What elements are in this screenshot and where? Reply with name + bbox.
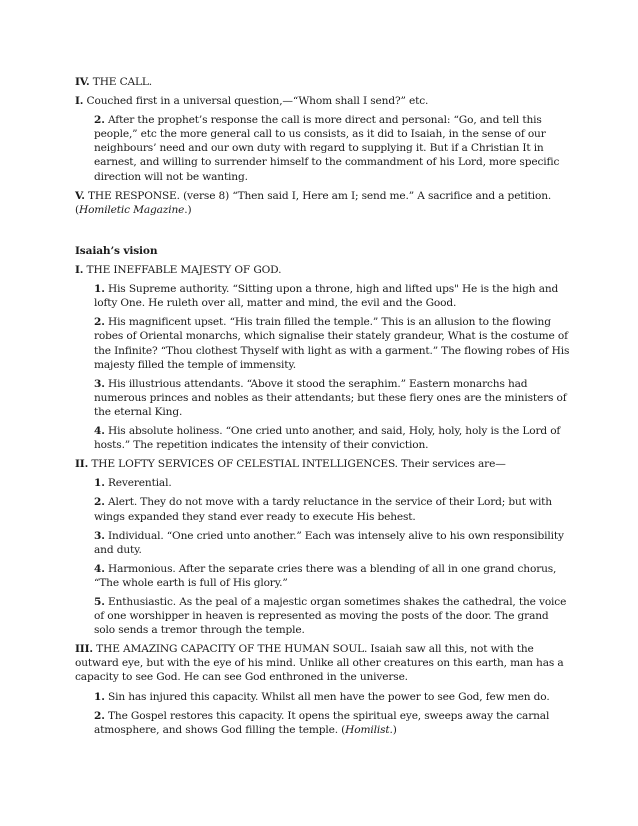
vision-heading: Isaiah’s vision (75, 245, 158, 257)
majesty-point-3-text: His illustrious attendants. “Above it stood the seraphim.” Eastern monarchs had numerous princes and nobles as their attendants; but these fiery ones are the ministers of the eternal King. (94, 377, 567, 418)
majesty-point-4-text: His absolute holiness. “One cried unto another, and said, Holy, holy, holy is the Lord of hosts.” The repetition indicates the intensity of their conviction. (94, 425, 561, 452)
call-response (75, 189, 570, 217)
majesty-point-2-num: 2. (94, 316, 105, 329)
majesty-point-4-num: 4. (94, 425, 105, 438)
majesty-heading (75, 263, 570, 277)
section-the-call (75, 75, 570, 217)
services-point-3-num: 3. (94, 529, 105, 542)
majesty-point-2 (94, 315, 570, 371)
services-point-3-text: Individual. “One cried unto another.” Each was intensely alive to his own responsibility and duty. (94, 529, 564, 556)
call-point-2-text: After the prophet’s response the call is more direct and personal: “Go, and tell this people,” etc the more general call to us consists, as it did to Isaiah, in the sense of our neighbours’ need and our own duty with regard to supplying it. But if a Christian It in earnest, and willing to surrender himself to the commandment of his Lord, more specific direction will not be wanting. (94, 114, 560, 183)
majesty-heading-num: I. (75, 264, 84, 277)
majesty-heading-text: THE INEFFABLE MAJESTY OF GOD. (83, 264, 282, 277)
services-point-2-text: Alert. They do not move with a tardy reluctance in the service of their Lord; but with wings expanded they stand ever ready to execute His behest. (94, 496, 552, 523)
services-point-1 (94, 476, 570, 490)
capacity-point-2 (94, 709, 570, 737)
call-point-2-num: 2. (94, 114, 105, 127)
services-heading-num: II. (75, 458, 89, 471)
call-response-cite: Homiletic Magazine (78, 203, 185, 216)
services-point-4 (94, 562, 570, 590)
call-response-num: V. (75, 189, 85, 202)
capacity-point-2-num: 2. (94, 709, 105, 722)
capacity-point-1-num: 1. (94, 690, 105, 703)
call-heading-num: IV. (75, 76, 90, 88)
majesty-point-2-text: His magnificent upset. “His train filled the temple.” This is an allusion to the flowing robes of Oriental monarchs, which signalise their stately grandeur, What is the costume of the Infinite? “Thou clothest Thyself with light as with a garment.” The flowing robes of His majesty filled the temple of immensity. (94, 316, 570, 371)
capacity-point-1 (94, 690, 570, 704)
call-point-1-num: I. (75, 95, 84, 108)
call-point-2 (94, 113, 570, 183)
services-heading (75, 457, 570, 471)
call-point-1 (75, 94, 570, 108)
services-point-5-num: 5. (94, 595, 105, 608)
call-point-1-text: Couched first in a universal question,—“Whom shall I send?” etc. (83, 95, 429, 108)
services-point-5-text: Enthusiastic. As the peal of a majestic organ sometimes shakes the cathedral, the voice of one worshipper in heaven is represented as moving the posts of the door. The grand solo sends a tremor through the temple. (94, 595, 567, 637)
capacity-heading-num: III. (75, 643, 93, 656)
section-isaiahs-vision (75, 244, 570, 737)
call-response-end: .) (184, 203, 192, 216)
call-response-text: THE RESPONSE. (verse 8) “Then said I, Here am I; send me.” A sacrifice and a petition. ( (75, 189, 552, 216)
capacity-point-2-text: The Gospel restores this capacity. It opens the spiritual eye, sweeps away the carnal atmosphere, and shows God filling the temple. ( (94, 709, 550, 736)
services-point-4-text: Harmonious. After the separate cries there was a blending of all in one grand chorus, “The whole earth is full of His glory.” (94, 562, 557, 589)
capacity-heading-text: THE AMAZING CAPACITY OF THE HUMAN SOUL. Isaiah saw all this, not with the outward eye, but with the eye of his mind. Unlike all other creatures on this earth, man has a capacity to see God. He can see God enthroned in the universe. (75, 643, 564, 684)
services-point-2 (94, 495, 570, 523)
call-heading-text: THE CALL. (89, 76, 153, 88)
majesty-point-1-text: His Supreme authority. “Sitting upon a throne, high and lifted ups" He is the high and lofty One. He ruleth over all, matter and mind, the evil and the Good. (94, 283, 559, 310)
majesty-point-3 (94, 377, 570, 419)
capacity-point-2-cite: Homilist (345, 723, 390, 736)
majesty-point-1-num: 1. (94, 283, 105, 296)
capacity-point-1-text: Sin has injured this capacity. Whilst all men have the power to see God, few men do. (104, 690, 550, 703)
capacity-point-2-end: .) (389, 723, 397, 736)
services-point-4-num: 4. (94, 562, 105, 575)
call-heading (75, 75, 570, 89)
services-point-1-text: Reverential. (104, 477, 172, 490)
majesty-point-4 (94, 424, 570, 452)
capacity-heading (75, 642, 570, 684)
services-point-1-num: 1. (94, 477, 105, 490)
majesty-point-3-num: 3. (94, 377, 105, 390)
services-heading-text: THE LOFTY SERVICES OF CELESTIAL INTELLIGENCES. Their services are— (88, 458, 506, 471)
majesty-point-1 (94, 282, 570, 310)
services-point-2-num: 2. (94, 496, 105, 509)
services-point-3 (94, 529, 570, 557)
services-point-5 (94, 595, 570, 637)
